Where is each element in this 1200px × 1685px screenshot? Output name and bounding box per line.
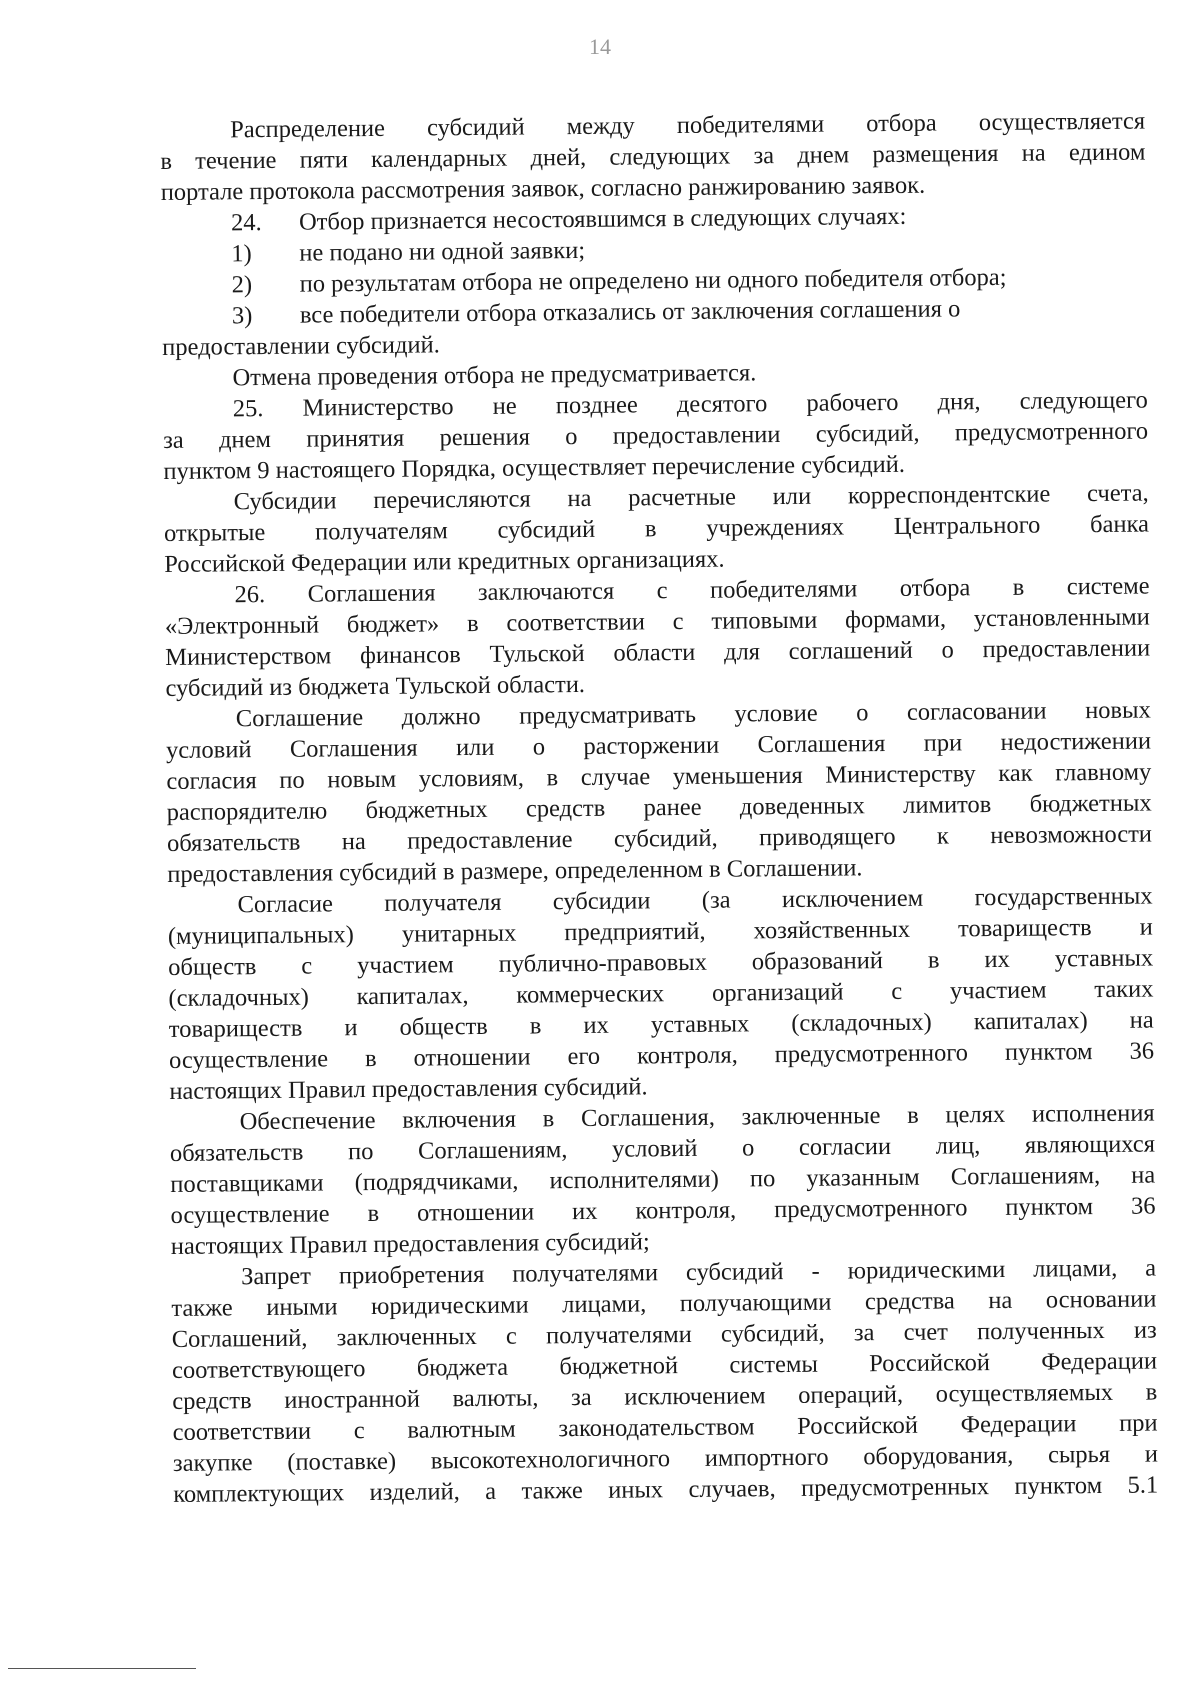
text-line: обязательств по Соглашениям, условий о согласии лиц, являющихся bbox=[169, 1130, 1156, 1167]
paragraph-transfer bbox=[164, 478, 1150, 580]
text-line: предоставления субсидий в размере, определенном в Соглашении. bbox=[167, 854, 863, 888]
text-line: Обеспечение включения в Соглашения, заключенные в целях исполнения bbox=[239, 1099, 1155, 1136]
subitem-number: 3) bbox=[231, 302, 253, 330]
text-line: условий Соглашения или о расторжении Соглашения при недостижении bbox=[165, 727, 1152, 764]
text-line: закупке (поставке) высокотехнологичного импортного оборудования, сырья и bbox=[172, 1440, 1159, 1477]
paragraph-inclusion bbox=[170, 1097, 1156, 1261]
text-line: открытые получателям субсидий в учреждениях Центрального банка bbox=[163, 510, 1150, 547]
text-line: пунктом 9 настоящего Порядка, осуществляет перечисление субсидий. bbox=[163, 450, 906, 485]
text-line: соответствии с валютным законодательством Российской Федерации при bbox=[172, 1409, 1158, 1446]
text-line: 26. Соглашения заключаются с победителями отбора в системе bbox=[234, 572, 1150, 609]
text-line: Запрет приобретения получателями субсидий - юридическими лицами, а bbox=[241, 1254, 1157, 1291]
paragraph-distribution bbox=[160, 106, 1146, 208]
paragraph-cancel: Отмена проведения отбора не предусматривается. bbox=[232, 359, 757, 392]
subitem-text: не подано ни одной заявки; bbox=[299, 236, 586, 267]
subitem-number: 1) bbox=[231, 240, 252, 268]
text-line: Министерством финансов Тульской области для соглашений о предоставлении bbox=[165, 634, 1151, 671]
text-line: предоставлении субсидий. bbox=[162, 331, 440, 361]
document-body bbox=[160, 106, 1158, 1510]
text-line: обязательств на предоставление субсидий, приводящего к невозможности bbox=[166, 820, 1153, 857]
text-line: осуществление в отношении их контроля, предусмотренного пунктом 36 bbox=[170, 1192, 1156, 1229]
text-line: товариществ и обществ в их уставных (складочных) капиталах) на bbox=[168, 1006, 1154, 1043]
item-number: 24. bbox=[230, 209, 262, 237]
text-line: комплектующих изделий, а также иных случаев, предусмотренных пунктом 5.1 bbox=[173, 1471, 1159, 1508]
text-line: средств иностранной валюты, за исключением операций, осуществляемых в bbox=[172, 1378, 1158, 1415]
text-line: Соглашений, заключенных с получателями субсидий, за счет полученных из bbox=[171, 1316, 1157, 1353]
text-line: субсидий из бюджета Тульской области. bbox=[165, 670, 586, 702]
text-line: Российской Федерации или кредитных организациях. bbox=[164, 545, 725, 578]
text-line: распорядителю бюджетных средств ранее доведенных лимитов бюджетных bbox=[166, 789, 1152, 826]
subitem-text: по результатам отбора не определено ни одного победителя отбора; bbox=[299, 263, 1007, 298]
text-line: «Электронный бюджет» в соответствии с типовыми формами, установленными bbox=[164, 603, 1150, 640]
paragraph-consent bbox=[167, 881, 1154, 1107]
item-text: Отбор признается несостоявшимся в следующих случаях: bbox=[298, 202, 907, 236]
text-line: за днем принятия решения о предоставлении субсидий, предусмотренного bbox=[162, 417, 1149, 454]
paragraph-ban bbox=[171, 1252, 1158, 1509]
paragraph-agreement bbox=[166, 695, 1153, 890]
page-number: 14 bbox=[589, 34, 611, 59]
subitem-number: 2) bbox=[231, 271, 253, 299]
text-line: Субсидии перечисляются на расчетные или корреспондентские счета, bbox=[233, 479, 1149, 516]
text-line: настоящих Правил предоставления субсидий; bbox=[170, 1228, 650, 1260]
text-line: поставщиками (подрядчиками, исполнителями) по указанным Соглашениям, на bbox=[170, 1161, 1156, 1198]
text-line: Распределение субсидий между победителями отбора осуществляется bbox=[230, 107, 1146, 144]
footnote-rule bbox=[8, 1668, 196, 1669]
subitem-text: все победители отбора отказались от заключения соглашения о bbox=[299, 295, 961, 329]
text-line: соответствующего бюджета бюджетной системы Российской Федерации bbox=[171, 1347, 1158, 1384]
text-line: обществ с участием публично-правовых образований в их уставных bbox=[168, 944, 1154, 981]
item-25 bbox=[163, 385, 1149, 487]
text-line: 25. Министерство не позднее десятого рабочего дня, следующего bbox=[232, 386, 1148, 423]
text-line: Соглашение должно предусматривать условие о согласовании новых bbox=[235, 696, 1151, 733]
item-26 bbox=[164, 571, 1150, 704]
text-line: настоящих Правил предоставления субсидий. bbox=[169, 1073, 648, 1105]
text-line: осуществление в отношении его контроля, предусмотренного пунктом 36 bbox=[168, 1037, 1155, 1074]
text-line: согласия по новым условиям, в случае уменьшения Министерству как главному bbox=[166, 758, 1152, 795]
text-line: Согласие получателя субсидии (за исключением государственных bbox=[237, 882, 1153, 919]
text-line: портале протокола рассмотрения заявок, согласно ранжированию заявок. bbox=[160, 171, 926, 206]
text-line: (муниципальных) унитарных предприятий, хозяйственных товариществ и bbox=[167, 913, 1153, 950]
text-line: (складочных) капиталах, коммерческих организаций с участием таких bbox=[168, 975, 1154, 1012]
text-line: также иными юридическими лицами, получающими средства на основании bbox=[171, 1285, 1157, 1322]
text-line: в течение пяти календарных дней, следующих за днем размещения на едином bbox=[160, 138, 1146, 175]
